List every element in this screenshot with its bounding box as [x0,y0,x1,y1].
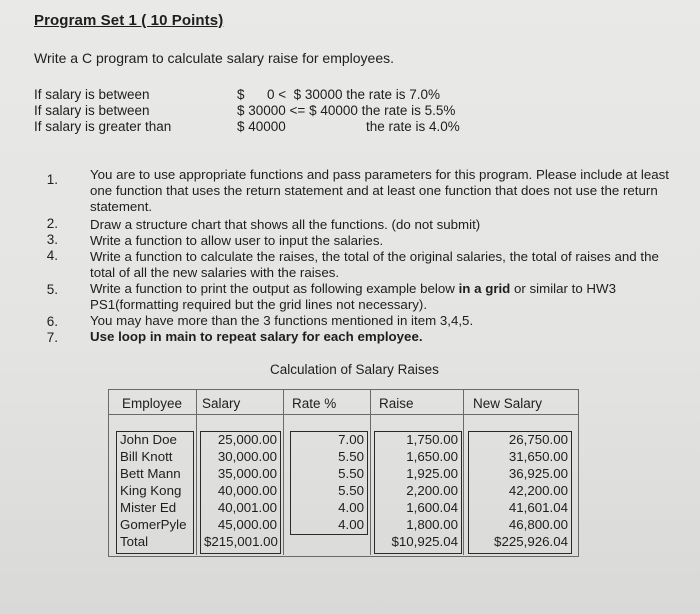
item-text-bold: in a grid [458,281,511,296]
cell-salary: 35,000.00 [217,466,277,481]
cell-salary: 45,000.00 [217,517,277,532]
list-item: You are to use appropriate functions and pass parameters for this program. Please include at least one function that uses the return statement and at least one function that does not use the return statement. [90,167,669,214]
column-header: New Salary [473,396,543,411]
cell-rate: 5.50 [338,449,364,464]
table-caption: Calculation of Salary Raises [270,362,439,377]
list-item: Write a function to calculate the raises, the total of the original salaries, the total of raises and the total of all the new salaries with the raises. [90,249,659,280]
cell-salary: 30,000.00 [217,449,277,464]
list-item: You may have more than the 3 functions mentioned in item 3,4,5. [90,313,474,328]
page-title: Program Set 1 ( 10 Points) [34,12,224,29]
column-header: Raise [379,396,414,411]
cell-raise: 1,600.04 [406,500,458,515]
cell-new-salary: 36,925.00 [508,466,568,481]
cell-raise: 2,200.00 [406,483,458,498]
cell-new-salary: 46,800.00 [508,517,568,532]
cell-employee: Bill Knott [120,449,173,464]
item-number: 6. [46,314,58,329]
cell-raise: $10,925.04 [391,534,458,549]
cell-salary: 40,000.00 [217,483,277,498]
cell-salary: 25,000.00 [217,432,277,447]
cell-raise: 1,750.00 [406,432,458,447]
cell-employee: Bett Mann [120,466,181,481]
column-header: Rate % [292,396,337,411]
item-number: 1. [46,172,58,187]
list-item: Write a function to allow user to input the salaries. [90,233,384,248]
rule-label: If salary is greater than [34,119,172,134]
list-item [90,281,670,313]
rule-rate: the rate is 4.0% [366,119,460,134]
cell-new-salary: $225,926.04 [494,534,568,549]
cell-new-salary: 41,601.04 [508,500,568,515]
item-text: or similar to HW3 PS1(formatting required but the grid lines not necessary). [90,281,616,312]
cell-employee: John Doe [120,432,177,447]
rule-label: If salary is between [34,103,150,118]
cell-employee: King Kong [120,483,182,498]
cell-rate: 4.00 [338,500,364,515]
header-divider [108,414,579,415]
column-header: Employee [122,396,183,411]
cell-new-salary: 42,200.00 [508,483,568,498]
cell-raise: 1,650.00 [406,449,458,464]
list-item: Draw a structure chart that shows all the functions. (do not submit) [90,217,481,232]
column-header: Salary [202,396,241,411]
cell-employee: Total [120,534,149,549]
item-number: 7. [46,330,58,345]
item-number: 4. [46,248,58,263]
rule-range: $ 0 < $ 30000 the rate is 7.0% [237,87,441,102]
rule-range: $ 40000 [237,119,286,134]
cell-new-salary: 31,650.00 [508,449,568,464]
cell-raise: 1,925.00 [406,466,458,481]
item-number: 2. [46,216,58,231]
cell-rate: 5.50 [338,483,364,498]
cell-employee: GomerPyle [120,517,187,532]
intro-text: Write a C program to calculate salary raise for employees. [34,50,394,66]
cell-employee: Mister Ed [120,500,177,515]
cell-salary: 40,001.00 [217,500,277,515]
rule-label: If salary is between [34,87,150,102]
item-number: 5. [46,282,58,297]
cell-salary: $215,001.00 [204,534,278,549]
cell-rate: 7.00 [338,432,364,447]
item-text: Write a function to print the output as following example below [90,281,459,296]
list-item: Use loop in main to repeat salary for each employee. [90,329,423,344]
cell-rate: 5.50 [338,466,364,481]
item-number: 3. [46,232,58,247]
cell-raise: 1,800.00 [406,517,458,532]
rule-range: $ 30000 <= $ 40000 the rate is 5.5% [237,103,456,118]
cell-new-salary: 26,750.00 [508,432,568,447]
cell-rate: 4.00 [338,517,364,532]
